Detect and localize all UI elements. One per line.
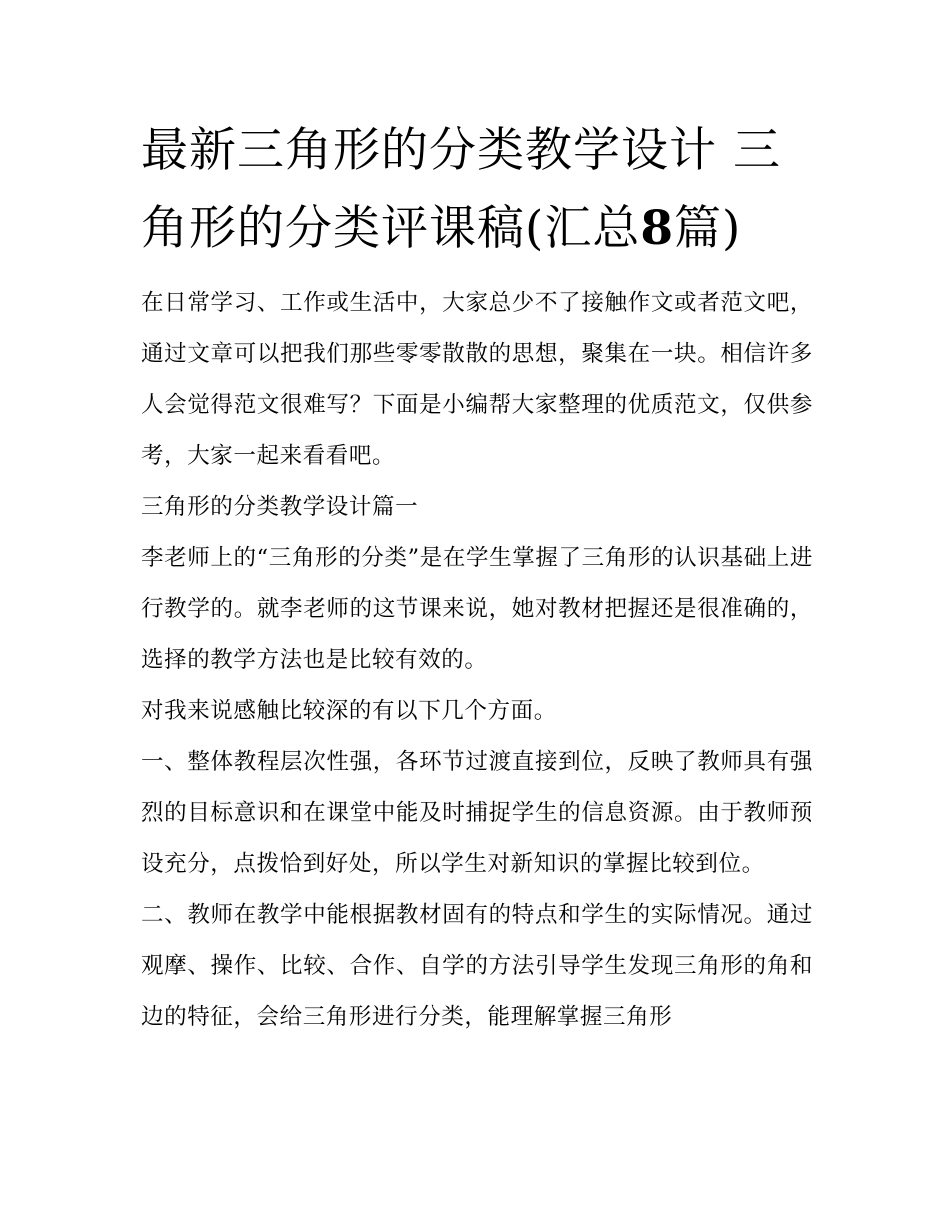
title-count: 8	[640, 201, 675, 256]
title-text: 最新三角形的分类教学设计 三角形的分类评课稿(汇总	[141, 123, 781, 256]
body-paragraph: 李老师上的“三角形的分类”是在学生掌握了三角形的认识基础上进行教学的。就李老师的这节课来说，她对教材把握还是很准确的，选择的教学方法也是比较有效的。	[141, 545, 813, 673]
section-heading: 三角形的分类教学设计篇一	[141, 494, 419, 520]
body-paragraph: 对我来说感触比较深的有以下几个方面。	[141, 698, 557, 724]
body-paragraph: 二、教师在教学中能根据教材固有的特点和学生的实际情况。通过观摩、操作、比较、合作、自学的方法引导学生发现三角形的角和边的特征，会给三角形进行分类，能理解掌握三角形	[141, 902, 813, 1030]
title-suffix: 篇)	[674, 201, 742, 256]
intro-paragraph: 在日常学习、工作或生活中，大家总少不了接触作文或者范文吧，通过文章可以把我们那些零零散散的思想，聚集在一块。相信许多人会觉得范文很难写？下面是小编帮大家整理的优质范文，仅供参考，大家一起来看看吧。	[141, 290, 813, 469]
document-title	[141, 112, 813, 268]
body-paragraph: 一、整体教程层次性强，各环节过渡直接到位，反映了教师具有强烈的目标意识和在课堂中能及时捕捉学生的信息资源。由于教师预设充分，点拨恰到好处，所以学生对新知识的掌握比较到位。	[141, 749, 813, 877]
document-body	[141, 112, 813, 1043]
